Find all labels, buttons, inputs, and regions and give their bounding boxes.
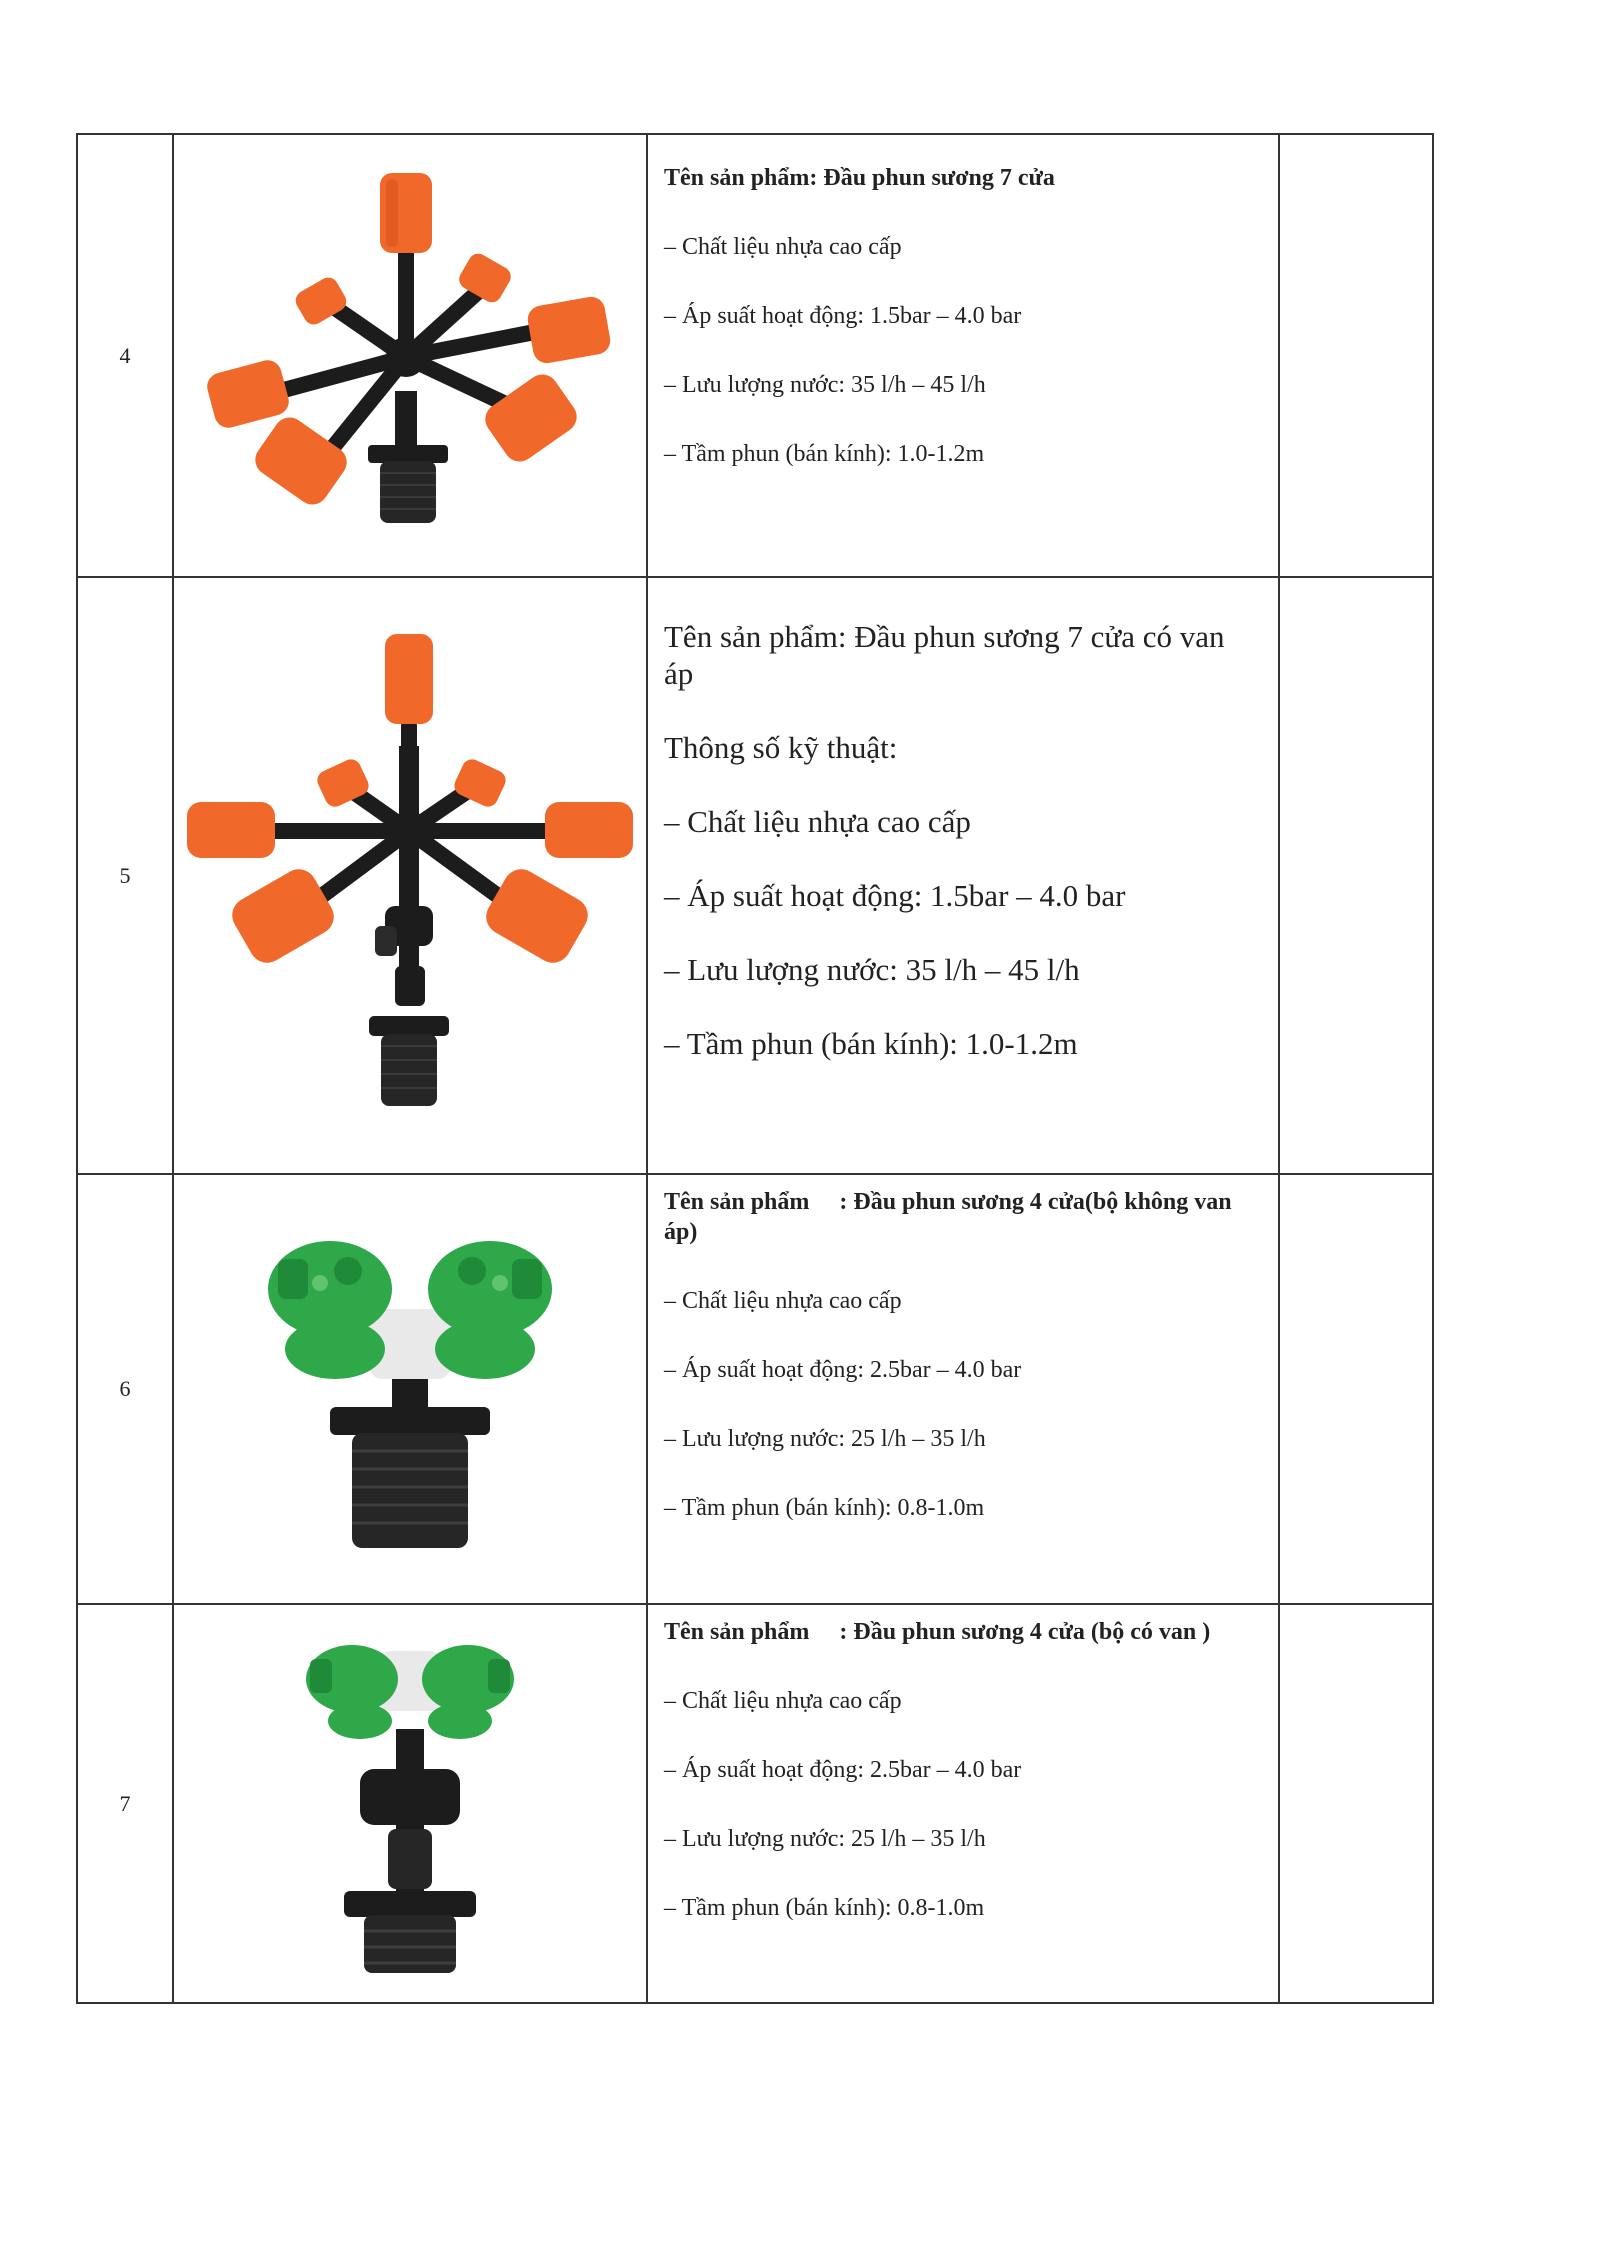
row-number: 4 — [77, 134, 173, 577]
row-number: 6 — [77, 1174, 173, 1604]
product-table — [76, 133, 1434, 2004]
product-description — [647, 134, 1279, 577]
orange-7-nozzle-mister-image — [190, 161, 630, 551]
table-row — [77, 577, 1433, 1174]
spec-range: – Tầm phun (bán kính): 0.8-1.0m — [664, 1895, 985, 1921]
product-title: Tên sản phẩm: Đầu phun sương 7 cửa có van áp — [664, 619, 1225, 691]
spec-material: – Chất liệu nhựa cao cấp — [664, 1688, 902, 1714]
table-row — [77, 1174, 1433, 1604]
spec-flow: – Lưu lượng nước: 25 l/h – 35 l/h — [664, 1826, 986, 1852]
product-image — [173, 1174, 647, 1604]
spec-heading: Thông số kỹ thuật: — [664, 730, 898, 765]
row-number: 5 — [77, 577, 173, 1174]
spec-range: – Tầm phun (bán kính): 0.8-1.0m — [664, 1495, 985, 1521]
spec-pressure: – Áp suất hoạt động: 1.5bar – 4.0 bar — [664, 878, 1126, 913]
spec-pressure: – Áp suất hoạt động: 2.5bar – 4.0 bar — [664, 1757, 1022, 1783]
row-number: 7 — [77, 1604, 173, 2003]
product-description — [647, 577, 1279, 1174]
spec-material: – Chất liệu nhựa cao cấp — [664, 804, 971, 839]
empty-cell — [1279, 577, 1433, 1174]
empty-cell — [1279, 1604, 1433, 2003]
product-image — [173, 134, 647, 577]
empty-cell — [1279, 1174, 1433, 1604]
product-title: Tên sản phẩm : Đầu phun sương 4 cửa(bộ không van áp) — [664, 1189, 1238, 1245]
spec-flow: – Lưu lượng nước: 35 l/h – 45 l/h — [664, 372, 986, 398]
product-description — [647, 1174, 1279, 1604]
spec-range: – Tầm phun (bán kính): 1.0-1.2m — [664, 441, 985, 467]
product-title: Tên sản phẩm : Đầu phun sương 4 cửa (bộ có van ) — [664, 1619, 1211, 1645]
spec-flow: – Lưu lượng nước: 35 l/h – 45 l/h — [664, 952, 1080, 987]
table-row — [77, 1604, 1433, 2003]
table-row — [77, 134, 1433, 577]
green-4-way-mister-image — [260, 1219, 560, 1559]
product-title: Tên sản phẩm: Đầu phun sương 7 cửa — [664, 165, 1055, 191]
spec-material: – Chất liệu nhựa cao cấp — [664, 1288, 902, 1314]
product-image — [173, 1604, 647, 2003]
green-4-way-mister-with-valve-image — [300, 1629, 520, 1979]
product-image — [173, 577, 647, 1174]
orange-7-nozzle-mister-with-valve-image — [185, 626, 635, 1126]
spec-material: – Chất liệu nhựa cao cấp — [664, 234, 902, 260]
spec-pressure: – Áp suất hoạt động: 1.5bar – 4.0 bar — [664, 303, 1022, 329]
product-description — [647, 1604, 1279, 2003]
spec-range: – Tầm phun (bán kính): 1.0-1.2m — [664, 1026, 1078, 1061]
empty-cell — [1279, 134, 1433, 577]
spec-flow: – Lưu lượng nước: 25 l/h – 35 l/h — [664, 1426, 986, 1452]
spec-pressure: – Áp suất hoạt động: 2.5bar – 4.0 bar — [664, 1357, 1022, 1383]
